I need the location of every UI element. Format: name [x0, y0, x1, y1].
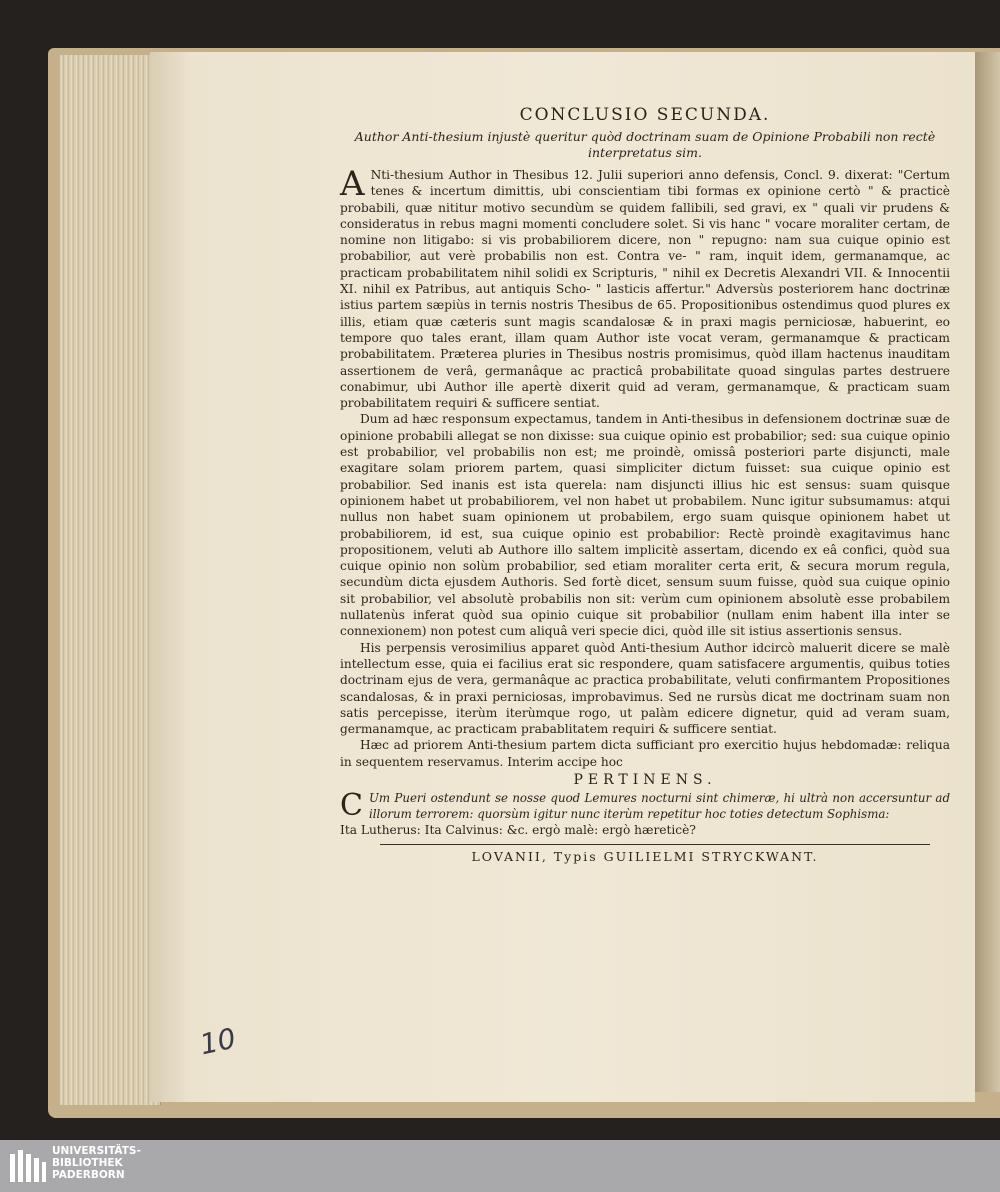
right-page-edge: [975, 52, 1000, 1092]
page-heading: CONCLUSIO SECUNDA.: [519, 105, 771, 125]
library-logo-text: [52, 1145, 141, 1181]
library-footer-bar: [0, 1140, 1000, 1192]
paragraph-1-text: Nti-thesium Author in Thesibus 12. Julii superiori anno defensis, Concl. 9. dixerat: "Certum tenes & incertum dimittis, ubi conscientiam tibi formas ex opinione certò " & practicè probabili, quæ nititur motivo secundùm se quidem fallibili, sed gravi, ex " quali vir prudens & consideratus in rebus magni momenti concludere solet. Si vis hanc " vocare moraliter certam, de nomine non litigabo: si vis probabiliorem dicere, non " repugno: nam sua cuique opinio est probabilior, aut verè probabilis non est. Contra ve- " ram, inquit idem, germanamque, ac practicam probabilitatem nihil solidi ex Scripturis, " nihil ex Decretis Alexandri VII. & Innocentii XI. nihil ex Patribus, aut antiquis Scho- " lasticis affertur." Adversùs posteriorem hanc doctrinæ istius partem sæpiùs in ternis nostris Thesibus de 65. Propositionibus ostendimus quod plures ex illis, etiam quæ cæteris sunt magis scandalosæ & in praxi magis perniciosæ, habuerint, eo tempore quo tales erant, illam quam Author iste vocat veram, germanamque & practicam probabilitatem. Præterea pluries in Thesibus nostris promisimus, quòd illam hactenus inauditam assertionem de verâ, germanâque ac practicâ probabilitate quoad singulas partes destruere conabimur, ubi Author ille apertè dixerit quid ad veram, germanamque, & practicam suam probabilitatem requiri & sufficere sentiat.: [340, 168, 950, 411]
dropcap-a: A: [340, 164, 365, 204]
pertinens-last-line: Ita Lutherus: Ita Calvinus: &c. ergò malè: ergò hæreticè?: [340, 822, 696, 837]
dropcap-c: C: [340, 787, 363, 823]
page-subheading: Author Anti-thesium injustè queritur quòd doctrinam suam de Opinione Probabili non rectè interpretatus sim.: [354, 129, 936, 160]
library-logo-icon: [8, 1146, 48, 1186]
paragraph-2: Dum ad hæc responsum expectamus, tandem in Anti-thesibus in defensionem doctrinæ suæ de opinione probabili allegat se non dixisse: sua cuique opinio est probabilior; sed: sua cuique opinio est probabilior, vel probabilis non est; me proindè, omissâ posteriori parte disjuncti, male exagitare solam priorem partem, quasi simpliciter dictum fuisset: sua cuique opinio est probabilior. Sed inanis est ista querela: nam disjuncti illius hic est sensus: suam quisque opinionem habet ut probabiliorem, vel non habet ut probabilem. Nunc igitur subsumamus: atqui nullus non habet suam opinionem ut probabilem, ergo suam quisque opinionem habet ut probabiliorem, id est, sua cuique opinio est probabilior: Rectè proindè exagitavimus hanc propositionem, veluti ab Authore illo saltem implicitè assertam, dicendo ex eâ confici, quòd sua cuique opinio non solùm probabilior, sed etiam moraliter certa erit, & secura morum regula, secundùm dicta ejusdem Authoris. Sed fortè dicet, sensum suum fuisse, quòd sua cuique opinio sit probabilior, vel absolutè probabilis non sit: verùm cum opinionem absolutè esse probabilem nullatenùs inferat quòd sua opinio cuique sit probabilior (nullam enim habent illa inter se connexionem) non potest cum aliquâ veri specie dici, quòd ille sit istius assertionis sensus.: [340, 412, 950, 639]
logo-line-1: UNIVERSITÄTS-: [52, 1145, 141, 1157]
paragraph-3: His perpensis verosimilius apparet quòd Anti-thesium Author idcircò maluerit dicere se malè intellectum esse, quia ei facilius erat sic respondere, quam satisfacere argumentis, quibus toties doctrinam ejus de vera, germanâque ac practica probabilitate, veluti confirmantem Propositiones scandalosas, & in praxi perniciosas, improbavimus. Sed ne rursùs dicat me doctrinam suam non satis percepisse, iterùm iterùmque rogo, ut palàm edicere dignetur, quid ad veram suam, germanamque, ac practicam prabablitatem requiri & sufficere sentiat.: [340, 640, 950, 737]
page-text: [340, 105, 950, 864]
handwritten-page-number: 10: [196, 1021, 239, 1062]
paragraph-1: [340, 164, 950, 411]
pertinens-text: Um Pueri ostendunt se nosse quod Lemures nocturni sint chimeræ, hi ultrà non accersuntur ad illorum terrorem: quorsùm igitur nunc iterùm repetitur hoc toties detectum Sophisma:: [368, 790, 950, 821]
pertinens-paragraph: [340, 787, 950, 823]
page-edges: [60, 55, 161, 1105]
imprint: LOVANII, Typis GUILIELMI STRYCKWANT.: [471, 848, 819, 864]
divider-rule: [380, 844, 930, 845]
logo-line-2: BIBLIOTHEK: [52, 1157, 123, 1169]
paragraph-4: Hæc ad priorem Anti-thesium partem dicta sufficiant pro exercitio hujus hebdomadæ: reliqua in sequentem reservamus. Interim accipe hoc: [340, 738, 950, 769]
pertinens-title: PERTINENS.: [573, 771, 717, 788]
logo-line-3: PADERBORN: [52, 1169, 125, 1181]
